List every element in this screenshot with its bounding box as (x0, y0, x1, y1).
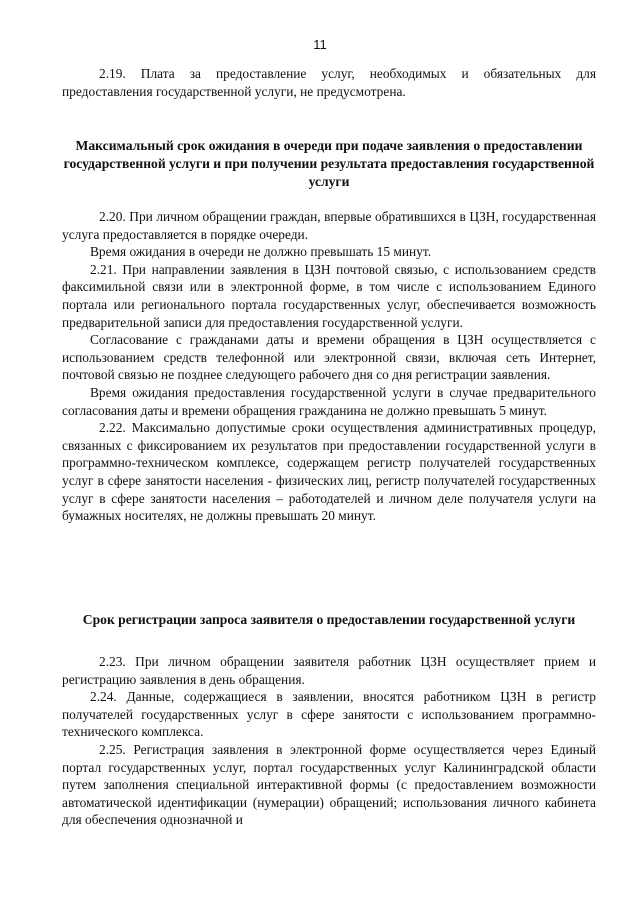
paragraph-2-19: 2.19. Плата за предоставление услуг, необходимых и обязательных для предоставления государственной услуги, не предусмотрена. (62, 66, 596, 99)
page-number: 11 (313, 37, 327, 52)
paragraph-2-21-wait: Время ожидания предоставления государственной услуги в случае предварительного согласования даты и времени обращения гражданина не должно превышать 5 минут. (62, 384, 596, 418)
paragraph-2-25: 2.25. Регистрация заявления в электронной форме осуществляется через Единый портал государственных услуг, портал государственных услуг Калининградской области путем заполнения специальной интерактивной формы (с предоставлением возможности автоматической идентификации (нумерации) обращений; использования личного кабинета для обеспечения однозначной и (62, 741, 596, 828)
heading-queue-wait-time: Максимальный срок ожидания в очереди при подаче заявления о предоставлении государственной услуги и при получении результата предоставления государственной услуги (63, 138, 595, 189)
section-2-23-2-25 (62, 653, 596, 829)
section-2-20-2-22 (62, 208, 596, 525)
paragraph-2-23: 2.23. При личном обращении заявителя работник ЦЗН осуществляет прием и регистрацию заявления в день обращения. (62, 654, 596, 687)
heading-registration-term: Срок регистрации запроса заявителя о предоставлении государственной услуги (82, 612, 576, 627)
paragraph-2-22: 2.22. Максимально допустимые сроки осуществления административных процедур, связанных с фиксированием их результатов при предоставлении государственной услуги в программно-техническом комплексе, содержащем регистр получателей государственных услуг в сфере занятости населения - физических лиц, регистр получателей государственных услуг в сфере занятости населения – работодателей и личном деле получателя услуги на бумажных носителях, не должны превышать 20 минут. (62, 420, 596, 524)
paragraph-2-20: 2.20. При личном обращении граждан, впервые обратившихся в ЦЗН, государственная услуга предоставляется в порядке очереди. (62, 209, 596, 242)
section-2-19 (62, 65, 596, 100)
paragraph-2-20-wait: Время ожидания в очереди не должно превышать 15 минут. (90, 244, 432, 260)
paragraph-2-21-agreement: Согласование с гражданами даты и времени обращения в ЦЗН осуществляется с использованием средств телефонной или электронной связи, включая сеть Интернет, почтовой связью не позднее следующего рабочего дня со дня регистрации заявления. (62, 332, 596, 383)
paragraph-2-21: 2.21. При направлении заявления в ЦЗН почтовой связью, с использованием средств факсимильной связи или в электронной форме, в том числе с использованием Единого портала или регионального портала государственных услуг, обеспечивается возможность предварительной записи для предоставления государственной услуги. (62, 261, 596, 330)
paragraph-2-24: 2.24. Данные, содержащиеся в заявлении, вносятся работником ЦЗН в регистр получателей государственных услуг в сфере занятости с использованием программно-технического комплекса. (62, 689, 596, 740)
